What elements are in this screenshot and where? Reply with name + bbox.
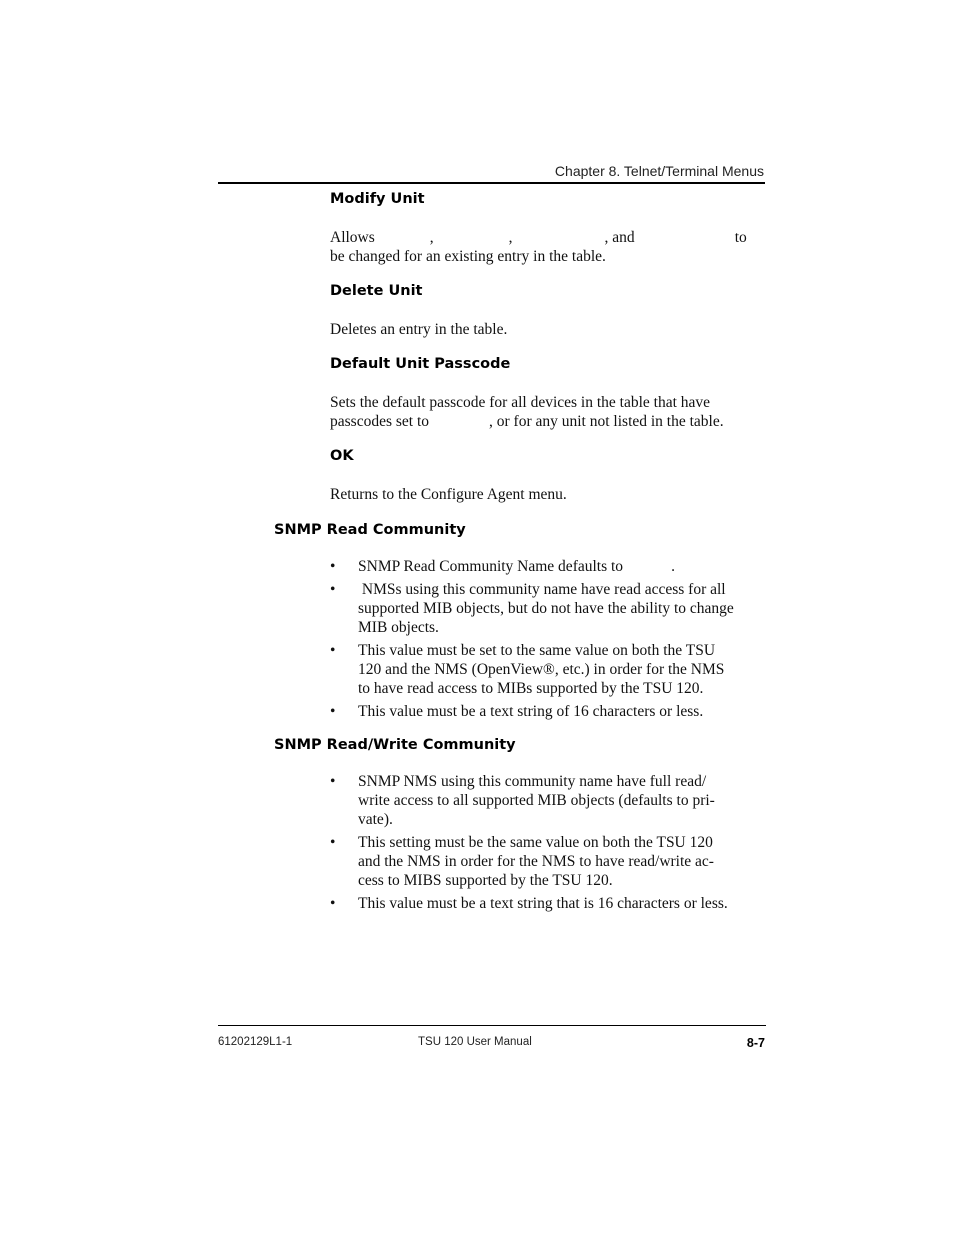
bullet-line: vate). [358, 811, 393, 828]
bullet-text-part: . [671, 558, 675, 575]
delete-unit-paragraph: Deletes an entry in the table. [330, 321, 508, 338]
modify-unit-text-1: Allows [330, 229, 375, 246]
bullet-dot: • [330, 834, 336, 851]
bullet-line: This value must be a text string of 16 characters or less. [358, 703, 704, 720]
bullet-line: This value must be a text string that is 16 characters or less. [358, 895, 728, 912]
bullet-line: cess to MIBS supported by the TSU 120. [358, 872, 613, 889]
snmp-read-community-heading: SNMP Read Community [274, 522, 466, 538]
delete-unit-heading: Delete Unit [330, 283, 423, 299]
default-passcode-line-2 [330, 412, 764, 431]
bullet-dot: • [330, 895, 336, 912]
bullet-line: This value must be set to the same value on both the TSU [358, 642, 716, 659]
footer-manual-title: TSU 120 User Manual [418, 1036, 532, 1048]
modify-unit-paragraph [330, 228, 764, 266]
bullet-dot: • [330, 703, 336, 720]
bullet-line: This setting must be the same value on both the TSU 120 [358, 834, 713, 851]
bullet-line: MIB objects. [358, 619, 439, 636]
modify-unit-text-3: , [508, 229, 513, 246]
snmp-read-write-community-heading: SNMP Read/Write Community [274, 737, 516, 753]
bullet-text [358, 894, 766, 913]
modify-unit-text-5: to [734, 229, 747, 246]
bullet-line: supported MIB objects, but do not have the ability to change [358, 600, 734, 617]
footer-rule [218, 1025, 766, 1026]
modify-unit-line-2: be changed for an existing entry in the table. [330, 248, 606, 265]
ok-paragraph: Returns to the Configure Agent menu. [330, 486, 567, 503]
modify-unit-heading: Modify Unit [330, 191, 425, 207]
modify-unit-text-2: , [429, 229, 434, 246]
bullet-text [358, 833, 766, 890]
default-passcode-text-a: passcodes set to [330, 413, 430, 430]
bullet-dot: • [330, 581, 336, 598]
default-passcode-line-1: Sets the default passcode for all devices in the table that have [330, 394, 711, 411]
bullet-text [358, 557, 766, 576]
footer-doc-number: 61202129L1-1 [218, 1036, 293, 1048]
bullet-line: NMSs using this community name have read access for all [358, 581, 726, 598]
default-passcode-text-b: , or for any unit not listed in the table. [489, 413, 724, 430]
bullet-text [358, 580, 766, 637]
bullet-dot: • [330, 558, 336, 575]
bullet-dot: • [330, 773, 336, 790]
bullet-text [358, 772, 766, 829]
ok-heading: OK [330, 448, 354, 464]
default-unit-passcode-paragraph [330, 393, 764, 431]
bullet-text [358, 641, 766, 698]
footer-page-number: 8-7 [746, 1036, 765, 1050]
chapter-header: Chapter 8. Telnet/Terminal Menus [554, 163, 764, 179]
bullet-line: and the NMS in order for the NMS to have read/write ac- [358, 853, 714, 870]
modify-unit-line-1 [330, 228, 764, 247]
bullet-line: to have read access to MIBs supported by the TSU 120. [358, 680, 704, 697]
bullet-text [358, 702, 766, 721]
bullet-dot: • [330, 642, 336, 659]
bullet-line: SNMP NMS using this community name have full read/ [358, 773, 707, 790]
bullet-line: write access to all supported MIB objects (defaults to pri- [358, 792, 715, 809]
bullet-text-part: SNMP Read Community Name defaults to [358, 558, 624, 575]
bullet-line: 120 and the NMS (OpenView®, etc.) in order for the NMS [358, 661, 725, 678]
header-rule [218, 182, 765, 184]
modify-unit-text-4: , and [604, 229, 635, 246]
default-unit-passcode-heading: Default Unit Passcode [330, 356, 511, 372]
